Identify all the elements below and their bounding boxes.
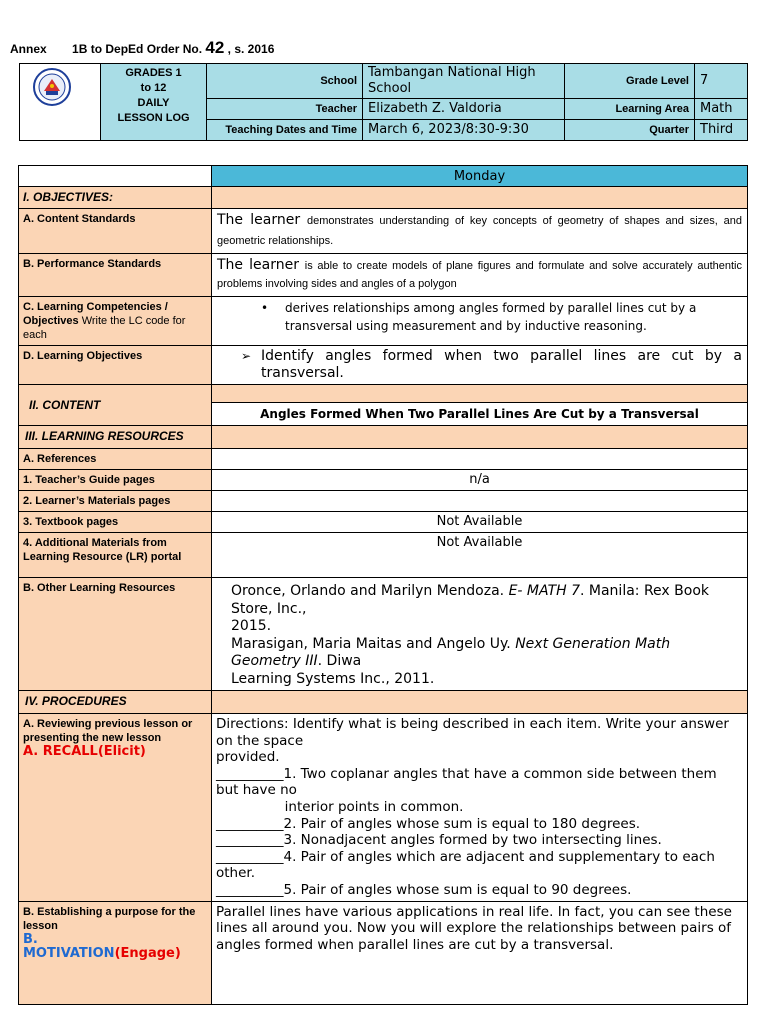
dll-title-line: DAILY — [137, 97, 170, 109]
proc-a-directions — [212, 714, 748, 902]
resources-heading: III. LEARNING RESOURCES — [19, 426, 212, 449]
reference-publisher: . Manila: Rex Book Store, Inc., — [231, 583, 710, 617]
learning-area-label: Learning Area — [565, 99, 695, 120]
competencies-label — [19, 297, 212, 346]
performance-standards-lead: The learner — [217, 257, 299, 273]
reference-title: Next Generation Math Geometry III — [231, 635, 671, 669]
proc-a-tag: A. RECALL(Elicit) — [23, 744, 146, 759]
school-value: Tambangan National High School — [363, 64, 565, 99]
teachers-guide-value: n/a — [212, 470, 748, 491]
objectives-heading-fill — [212, 187, 748, 209]
proc-a-title: A. Reviewing previous lesson or presenting the new lesson — [23, 718, 193, 744]
additional-materials-value: Not Available — [212, 533, 748, 578]
blank-corner — [19, 166, 212, 187]
dll-title-line: LESSON LOG — [117, 112, 190, 124]
additional-materials-label: 4. Additional Materials from Learning Resource (LR) portal — [19, 533, 212, 578]
annex-number: 42 — [205, 38, 225, 57]
objectives-heading: I. OBJECTIVES: — [19, 187, 212, 209]
proc-a-line: __________3. Nonadjacent angles formed by two intersecting lines. — [216, 832, 662, 849]
competencies-label-note: Write the LC code for each — [23, 315, 186, 341]
reference-authors: Oronce, Orlando and Marilyn Mendoza. — [231, 583, 505, 599]
competency-bullet: • — [261, 301, 269, 315]
objective-text: Identify angles formed when two parallel lines are cut by a transversal. — [261, 348, 742, 381]
content-standards-lead: The learner — [217, 212, 301, 228]
performance-standards-label: B. Performance Standards — [19, 254, 212, 297]
dll-title-line: GRADES 1 — [125, 67, 182, 79]
competency-text: derives relationships among angles formed by parallel lines cut by a transversal using measurement and by inductive reasoning. — [285, 301, 697, 333]
learning-objectives-label: D. Learning Objectives — [19, 346, 212, 385]
proc-b-letter: B — [23, 905, 31, 918]
grade-level-value: 7 — [695, 64, 748, 99]
procedures-heading: IV. PROCEDURES — [19, 691, 212, 714]
teacher-label: Teacher — [207, 99, 363, 120]
proc-a-line: provided. — [216, 749, 280, 766]
content-standards-text: demonstrates understanding of key concepts of geometry of shapes and sizes, and geometric relationships. — [217, 215, 742, 247]
learning-objective-cell — [212, 346, 748, 385]
reference-authors: Marasigan, Maria Maitas and Angelo Uy. — [231, 635, 511, 652]
quarter-value: Third — [695, 120, 748, 141]
procedures-heading-fill — [212, 691, 748, 714]
textbook-label: 3. Textbook pages — [19, 512, 212, 533]
performance-standards-cell — [212, 254, 748, 297]
teachers-guide-label: 1. Teacher’s Guide pages — [19, 470, 212, 491]
competency-cell — [212, 297, 748, 346]
learning-area-value: Math — [695, 99, 748, 120]
references-label: A. References — [19, 449, 212, 470]
proc-a-line: __________1. Two coplanar angles that have a common side between them but have no — [216, 765, 721, 799]
proc-a-line: Directions: Identify what is being described in each item. Write your answer on the space — [216, 716, 734, 749]
dll-title-line: to 12 — [140, 82, 167, 94]
proc-a-line: __________5. Pair of angles whose sum is equal to 90 degrees. — [216, 881, 632, 898]
reference-year: 2015. — [231, 618, 272, 634]
references-value — [212, 449, 748, 470]
proc-a-line: interior points in common. — [216, 798, 464, 815]
grade-level-label: Grade Level — [565, 64, 695, 99]
lesson-log-table — [18, 165, 748, 1005]
proc-b-tag-line1: B. — [23, 931, 38, 947]
proc-a-label — [19, 714, 212, 902]
competencies-label-bold: C. Learning Competencies / Objectives — [23, 301, 168, 327]
reference-item — [231, 636, 741, 671]
objective-arrow-icon: ➢ — [241, 349, 252, 363]
textbook-value: Not Available — [212, 512, 748, 533]
performance-standards-text: is able to create models of plane figures and formulate and solve accurately authentic problems involving sides and angles of a polygon — [217, 260, 742, 290]
reference-publisher-line: Learning Systems Inc., 2011. — [231, 670, 435, 687]
annex-year: , s. 2016 — [227, 42, 275, 56]
quarter-label: Quarter — [565, 120, 695, 141]
other-resources-label: B. Other Learning Resources — [19, 578, 212, 691]
reference-title: E- MATH 7 — [508, 583, 580, 599]
resources-heading-fill — [212, 426, 748, 449]
content-heading-fill — [212, 385, 748, 403]
proc-b-title: . Establishing a purpose for the lesson — [23, 905, 196, 932]
learners-materials-value — [212, 491, 748, 512]
reference-item — [231, 583, 741, 618]
proc-b-tag-motivation: MOTIVATION — [23, 945, 115, 961]
proc-b-tag-engage: (Engage) — [114, 945, 181, 961]
proc-a-line: __________2. Pair of angles whose sum is equal to 180 degrees. — [216, 815, 641, 832]
deped-seal-icon — [32, 67, 72, 107]
dates-value: March 6, 2023/8:30-9:30 — [363, 120, 565, 141]
annex-line — [10, 38, 274, 58]
proc-a-line: __________4. Pair of angles which are adjacent and supplementary to each other. — [216, 848, 720, 882]
content-standards-cell — [212, 209, 748, 254]
dll-title — [101, 64, 207, 141]
annex-prefix: Annex — [10, 42, 47, 56]
content-standards-label: A. Content Standards — [19, 209, 212, 254]
school-label: School — [207, 64, 363, 99]
day-header: Monday — [212, 166, 748, 187]
reference-publisher: . Diwa — [317, 653, 362, 669]
other-resources-cell — [212, 578, 748, 691]
header-table — [19, 63, 748, 141]
dates-label: Teaching Dates and Time — [207, 120, 363, 141]
teacher-value: Elizabeth Z. Valdoria — [363, 99, 565, 120]
proc-b-text: Parallel lines have various applications in real life. In fact, you can see these lines all around you. Now you will explore the relationships between pairs of angles formed when parallel lines are cut by a transversal. — [212, 901, 748, 1004]
content-title: Angles Formed When Two Parallel Lines Are Cut by a Transversal — [212, 403, 748, 426]
learners-materials-label: 2. Learner’s Materials pages — [19, 491, 212, 512]
proc-b-label — [19, 901, 212, 1004]
deped-seal-cell — [20, 64, 101, 141]
content-heading: II. CONTENT — [19, 385, 212, 426]
annex-order: 1B to DepEd Order No. — [72, 42, 203, 56]
